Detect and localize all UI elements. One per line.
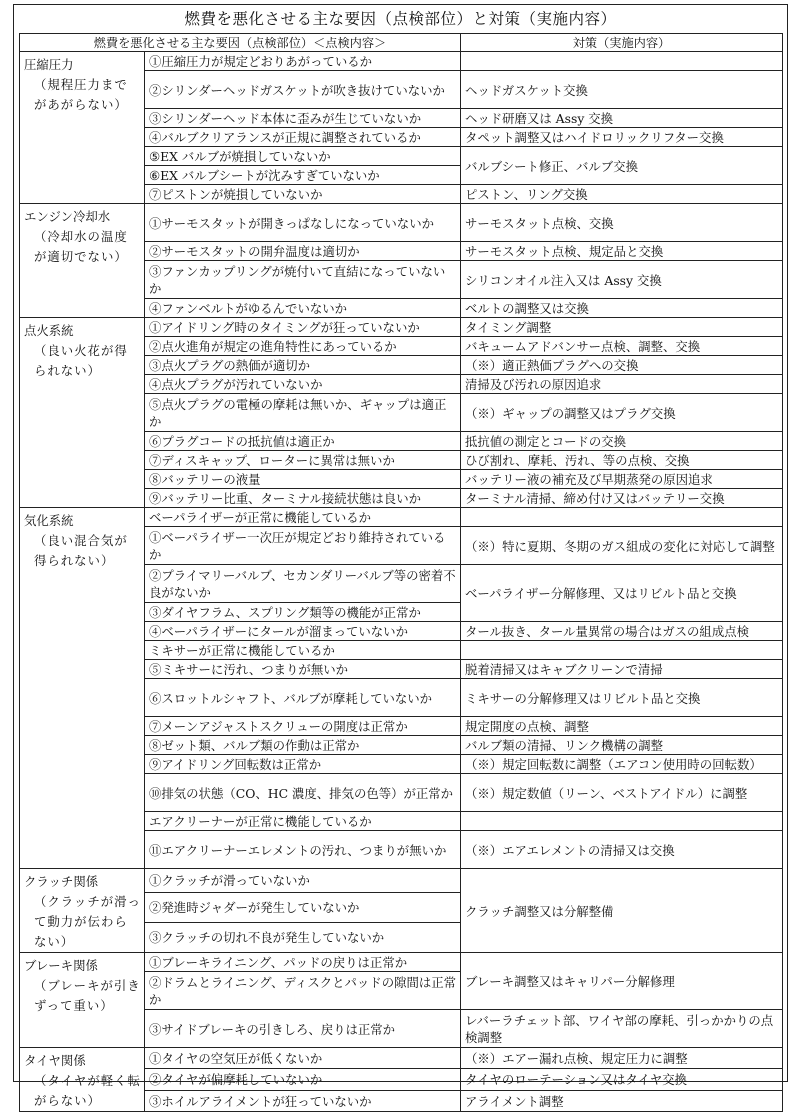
section-note: （冷却水の温度が適切でない） [34,229,128,264]
section-tire [20,1048,145,1112]
causes-measures-table [19,33,783,1112]
item-cell: ⑦メーンアジャストスクリューの開度は正常か [145,717,461,736]
measure-cell: バルブ類の清掃、リンク機構の調整 [461,736,783,755]
section-category: 圧縮圧力 [24,57,74,72]
measure-cell: アライメント調整 [461,1090,783,1111]
measure-cell: タペット調整又はハイドロリックリフター交換 [461,128,783,147]
item-cell: ②ドラムとライニング、ディスクとパッドの隙間は正常か [145,972,461,1010]
item-cell: ④点火プラグが汚れていないか [145,375,461,394]
measure-cell: クラッチ調整又は分解整備 [461,869,783,953]
measure-cell: シリコンオイル注入又は Assy 交換 [461,261,783,299]
section-note: （ブレーキが引きずって重い） [34,978,141,1013]
item-cell: ①タイヤの空気圧が低くないか [145,1048,461,1069]
section-coolant [20,204,145,318]
header-factor: 燃費を悪化させる主な要因（点検部位）＜点検内容＞ [20,34,461,52]
item-cell: ⑤ミキサーに汚れ、つまりが無いか [145,660,461,679]
item-cell: ⑧バッテリーの液量 [145,470,461,489]
item-cell: ③ファンカップリングが焼付いて直結になっていないか [145,261,461,299]
section-fuel-mixture [20,508,145,869]
item-cell: ②プライマリーバルブ、セカンダリーバルブ等の密着不良がないか [145,565,461,603]
item-cell: ⑥スロットルシャフト、バルブが摩耗していないか [145,679,461,717]
item-cell: ③ホイルアライメントが狂っていないか [145,1090,461,1111]
measure-cell: ヘッドガスケット交換 [461,71,783,109]
item-cell: ⑥プラグコードの抵抗値は適正か [145,432,461,451]
measure-cell: 規定開度の点検、調整 [461,717,783,736]
item-cell: ⑦ピストンが焼損していないか [145,185,461,204]
item-cell: ④バルブクリアランスが正規に調整されているか [145,128,461,147]
item-cell: ②発進時ジャダーが発生していないか [145,892,461,922]
table-header-row [20,34,783,52]
measure-cell: 脱着清掃又はキャブクリーンで清掃 [461,660,783,679]
section-category: エンジン冷却水 [24,209,111,224]
item-cell: ①アイドリング時のタイミングが狂っていないか [145,318,461,337]
measure-cell: ベルトの調整又は交換 [461,299,783,318]
measure-cell: ピストン、リング交換 [461,185,783,204]
measure-cell: （※）規定数値（リーン、ベストアイドル）に調整 [461,774,783,812]
item-cell: ⑥EX バルブシートが沈みすぎていないか [145,166,461,185]
item-cell: ⑨アイドリング回転数は正常か [145,755,461,774]
measure-cell: ひび割れ、摩耗、汚れ、等の点検、交換 [461,451,783,470]
item-cell: エアクリーナーが正常に機能しているか [145,812,461,831]
measure-cell: ミキサーの分解修理又はリビルト品と交換 [461,679,783,717]
measure-cell: （※）ギャップの調整又はプラグ交換 [461,394,783,432]
item-cell: ①ブレーキライニング、パッドの戻りは正常か [145,953,461,972]
measure-cell: タール抜き、タール量異常の場合はガスの組成点検 [461,622,783,641]
measure-cell [461,508,783,527]
measure-cell: （※）エアー漏れ点検、規定圧力に調整 [461,1048,783,1069]
measure-cell: レバーラチェット部、ワイヤ部の摩耗、引っかかりの点検調整 [461,1010,783,1048]
item-cell: ①ベーパライザー一次圧が規定どおり維持されているか [145,527,461,565]
measure-cell [461,52,783,71]
item-cell: ③クラッチの切れ不良が発生していないか [145,922,461,952]
item-cell: ③ダイヤフラム、スプリング類等の機能が正常か [145,603,461,622]
measure-cell [461,812,783,831]
section-note: （タイヤが軽く転がらない） [34,1073,141,1108]
item-cell: ②点火進角が規定の進角特性にあっているか [145,337,461,356]
section-note: （規程圧力までがあがらない） [34,77,128,112]
item-cell: ②タイヤが偏摩耗していないか [145,1069,461,1090]
item-cell: ①サーモスタットが開きっぱなしになっていないか [145,204,461,242]
measure-cell: （※）エアエレメントの清掃又は交換 [461,831,783,869]
item-cell: ②サーモスタットの開弁温度は適切か [145,242,461,261]
section-note: （クラッチが滑って動力が伝わらない） [34,894,141,949]
measure-cell: （※）規定回転数に調整（エアコン使用時の回転数） [461,755,783,774]
measure-cell: （※）適正熱価プラグへの交換 [461,356,783,375]
item-cell: ③シリンダーヘッド本体に歪みが生じていないか [145,109,461,128]
item-cell: ⑧ゼット類、バルブ類の作動は正常か [145,736,461,755]
item-cell: ⑦ディスキャップ、ローターに異常は無いか [145,451,461,470]
item-cell: ④ファンベルトがゆるんでいないか [145,299,461,318]
measure-cell: サーモスタット点検、交換 [461,204,783,242]
section-clutch [20,869,145,953]
measure-cell: 清掃及び汚れの原因追求 [461,375,783,394]
section-category: 気化系統 [24,513,74,528]
document-frame [13,4,788,1109]
section-note: （良い火花が得られない） [34,343,128,378]
section-compression [20,52,145,204]
measure-cell: サーモスタット点検、規定品と交換 [461,242,783,261]
measure-cell: （※）特に夏期、冬期のガス組成の変化に対応して調整 [461,527,783,565]
item-cell: ミキサーが正常に機能しているか [145,641,461,660]
section-brake [20,953,145,1048]
item-cell: ④ベーパライザーにタールが溜まっていないか [145,622,461,641]
item-cell: ⑪エアクリーナーエレメントの汚れ、つまりが無いか [145,831,461,869]
measure-cell [461,641,783,660]
section-category: タイヤ関係 [24,1053,86,1068]
measure-cell: ベーパライザー分解修理、又はリビルト品と交換 [461,565,783,622]
document-title: 燃費を悪化させる主な要因（点検部位）と対策（実施内容） [184,10,617,28]
item-cell: ベーパライザーが正常に機能しているか [145,508,461,527]
measure-cell: タイミング調整 [461,318,783,337]
measure-cell: ヘッド研磨又は Assy 交換 [461,109,783,128]
header-measure: 対策（実施内容） [461,34,783,52]
section-note: （良い混合気が得られない） [34,533,128,568]
item-cell: ③点火プラグの熱価が適切か [145,356,461,375]
measure-cell: ターミナル清掃、締め付け又はバッテリー交換 [461,489,783,508]
measure-cell: バキュームアドバンサー点検、調整、交換 [461,337,783,356]
measure-cell: バルブシート修正、バルブ交換 [461,147,783,185]
section-ignition [20,318,145,508]
item-cell: ⑤点火プラグの電極の摩耗は無いか、ギャップは適正か [145,394,461,432]
section-category: 点火系統 [24,323,74,338]
item-cell: ③サイドブレーキの引きしろ、戻りは正常か [145,1010,461,1048]
item-cell: ①圧縮圧力が規定どおりあがっているか [145,52,461,71]
section-category: クラッチ関係 [24,874,99,889]
measure-cell: タイヤのローテーション又はタイヤ交換 [461,1069,783,1090]
item-cell: ⑤EX バルブが焼損していないか [145,147,461,166]
measure-cell: バッテリー液の補充及び早期蒸発の原因追求 [461,470,783,489]
section-category: ブレーキ関係 [24,958,98,973]
measure-cell: ブレーキ調整又はキャリパー分解修理 [461,953,783,1010]
measure-cell: 抵抗値の測定とコードの交換 [461,432,783,451]
item-cell: ⑨バッテリー比重、ターミナル接続状態は良いか [145,489,461,508]
item-cell: ②シリンダーヘッドガスケットが吹き抜けていないか [145,71,461,109]
item-cell: ⑩排気の状態（CO、HC 濃度、排気の色等）が正常か [145,774,461,812]
item-cell: ①クラッチが滑っていないか [145,869,461,893]
